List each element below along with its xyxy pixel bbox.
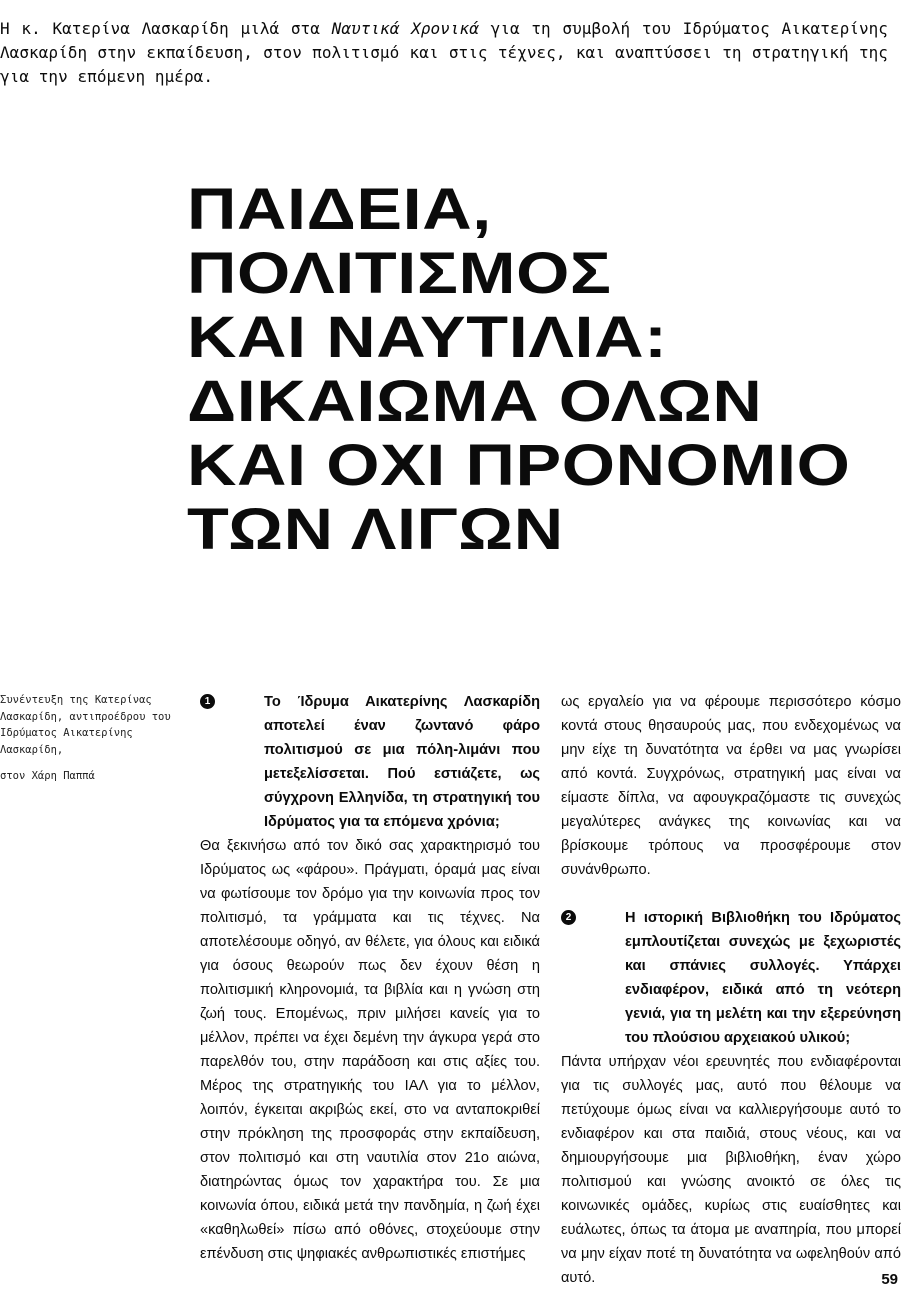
magazine-name: Ναυτικά Χρονικά [331, 19, 479, 38]
headline-line: ΚΑΙ ΝΑΥΤΙΛΙΑ: [187, 305, 668, 370]
answer-text: Θα ξεκινήσω από τον δικό σας χαρακτηρισμό του Ιδρύματος ως «φάρου». Πράγματι, όραμά μας είναι να φωτίσουμε τον δρόμο για την κοινωνία προς τον πολιτισμό, τα γράμματα και τις τέχνες. Να αποτελέσουμε οδηγό, αν θέλετε, για όλους και ειδικά για όσους θεωρούν πως δεν έχουν θέση η πολιτισμική κληρονομιά, τα βιβλία και η γνώση στη ζωή τους. Επομένως, πριν μιλήσει κανείς για το μέλλον, πρέπει να έχει δεμένη την άγκυρα γερά στο παρελθόν του, στην παράδοση και στις αξίες του. Μέρος της στρατηγικής του ΙΑΛ για το μέλλον, λοιπόν, έγκειται ακριβώς εκεί, στο να ανταποκριθεί στην πρόκληση της προσφοράς στην εκπαίδευση, στον πολιτισμό και στη ναυτιλία στον 21ο αιώνα, διατηρώντας όμως τον χαρακτήρα του. Σε μια κοινωνία όπου, ειδικά μετά την πανδημία, η ζωή έχει «καθηλωθεί» πίσω από οθόνες, στοχεύουμε στην επένδυση στις ψηφιακές ανθρωπιστικές επιστήμες [200, 838, 540, 1262]
headline-line: ΤΩΝ ΛΙΓΩΝ [187, 497, 564, 562]
question-number-badge: 1 [200, 694, 215, 709]
question-number-badge: 2 [561, 910, 576, 925]
headline-line: ΔΙΚΑΙΩΜΑ ΟΛΩΝ [187, 369, 763, 434]
intro-paragraph [0, 17, 888, 89]
question-block [561, 906, 901, 1050]
answer-text-continued: ως εργαλείο για να φέρουμε περισσότερο κόσμο κοντά στους θησαυρούς μας, που ενδεχομένως να μην είχε τη δυνατότητα να έρθει να μας γνωρίσει από κοντά. Συγχρόνως, στρατηγική μας είναι να είμαστε δίπλα, να αφουγκραζόμαστε τις συνεχώς μεγαλύτερες ανάγκες της κοινωνίας και να βρίσκουμε τρόπους να προσφέρουμε στον συνάνθρωπο. [561, 694, 901, 878]
page-number: 59 [881, 1271, 898, 1288]
answer-text: Πάντα υπήρχαν νέοι ερευνητές που ενδιαφέρονται για τις συλλογές μας, αυτό που θέλουμε να πετύχουμε όμως είναι να καλλιεργήσουμε αυτό το ενδιαφέρον και στα παιδιά, στους νέους, και να δημιουργήσουμε μια βιβλιοθήκη, έναν χώρο πολιτισμού και γνώσης ανοικτό σε όλες τις κοινωνικές ομάδες, κυρίως στις ευαίσθητες και ευάλωτες, όπως τα άτομα με αναπηρία, που μπορεί να μην είχαν ποτέ τη δυνατότητα να ωφεληθούν από αυτό. [561, 1054, 901, 1286]
question-text: Η ιστορική Βιβλιοθήκη του Ιδρύματος εμπλουτίζεται συνεχώς με ξεχωριστές και σπάνιες συλλογές. Υπάρχει ενδιαφέρον, ειδικά από τη νεότερη γενιά, για τη μελέτη και την εξερεύνηση του πλούσιου αρχειακού υλικού; [625, 910, 901, 1046]
interviewer-credit: στον Χάρη Παππά [0, 770, 95, 782]
right-column [561, 690, 901, 1290]
headline-line: ΠΟΛΙΤΙΣΜΟΣ [187, 241, 612, 306]
interview-credits [0, 692, 175, 785]
question-block [200, 690, 540, 834]
intro-text-after: για τη συμβολή του Ιδρύματος Αικατερίνης Λασκαρίδη στην εκπαίδευση, στον πολιτισμό και στις τέχνες, και αναπτύσσει τη στρατηγική της για την επόμενη ημέρα. [0, 19, 888, 86]
question-text: Το Ίδρυμα Αικατερίνης Λασκαρίδη αποτελεί έναν ζωντανό φάρο πολιτισμού σε μια πόλη-λιμάνι που μετεξελίσσεται. Πού εστιάζετε, ως σύγχρονη Ελληνίδα, τη στρατηγική του Ιδρύματος για τα επόμενα χρόνια; [264, 694, 540, 830]
left-column [200, 690, 540, 1266]
interviewee-credit: Συνέντευξη της Κατερίνας Λασκαρίδη, αντιπροέδρου του Ιδρύματος Αικατερίνης Λασκαρίδη, [0, 694, 171, 756]
spacer [561, 882, 901, 906]
article-headline [187, 178, 850, 562]
headline-line: ΠΑΙΔΕΙΑ, [187, 177, 492, 242]
intro-text-before: Η κ. Κατερίνα Λασκαρίδη μιλά στα [0, 19, 332, 38]
headline-line: ΚΑΙ ΟΧΙ ΠΡΟΝΟΜΙΟ [187, 433, 851, 498]
